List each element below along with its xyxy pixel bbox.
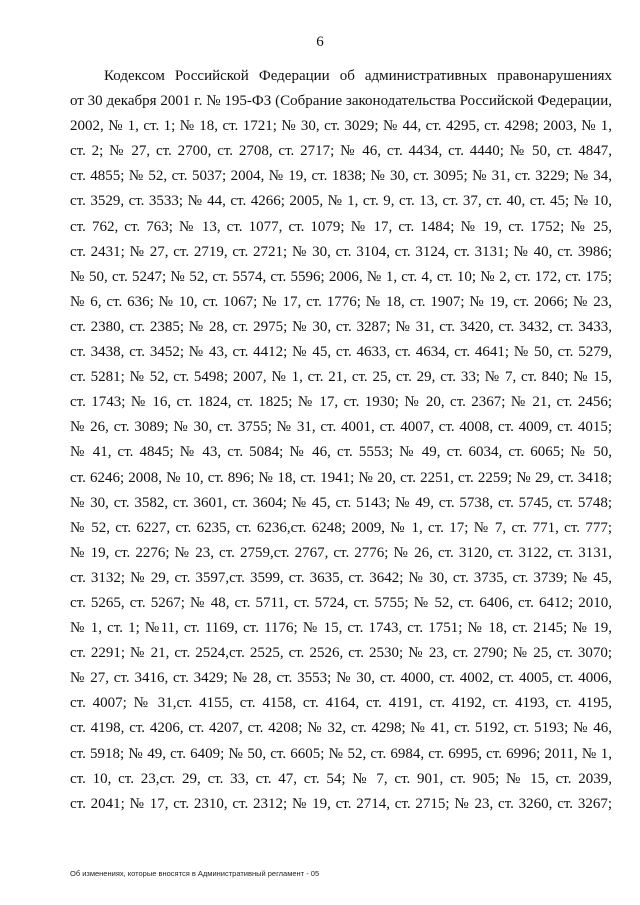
text-line: ст. 3529, ст. 3533; № 44, ст. 4266; 2005, № 1, ст. 9, ст. 13, ст. 37, ст. 40, ст. 45; № 10,	[70, 193, 612, 210]
page-footer: Об изменениях, которые вносятся в Административный регламент - 05	[70, 869, 320, 878]
text-line: № 41, ст. 4845; № 43, ст. 5084; № 46, ст. 5553; № 49, ст. 6034, ст. 6065; № 50,	[70, 444, 612, 461]
text-line: ст. 4198, ст. 4206, ст. 4207, ст. 4208; № 32, ст. 4298; № 41, ст. 5192, ст. 5193; № 46,	[70, 720, 612, 737]
text-line: ст. 4007; № 31,ст. 4155, ст. 4158, ст. 4164, ст. 4191, ст. 4192, ст. 4193, ст. 4195,	[70, 695, 612, 712]
text-line: ст. 2; № 27, ст. 2700, ст. 2708, ст. 2717; № 46, ст. 4434, ст. 4440; № 50, ст. 4847,	[70, 143, 612, 160]
text-line: ст. 2041; № 17, ст. 2310, ст. 2312; № 19, ст. 2714, ст. 2715; № 23, ст. 3260, ст. 3267;	[70, 795, 612, 812]
text-line: № 52, ст. 6227, ст. 6235, ст. 6236,ст. 6248; 2009, № 1, ст. 17; № 7, ст. 771, ст. 777;	[70, 519, 612, 536]
text-line: от 30 декабря 2001 г. № 195-ФЗ (Собрание законодательства Российской Федерации,	[70, 93, 612, 110]
text-line: ст. 1743; № 16, ст. 1824, ст. 1825; № 17, ст. 1930; № 20, ст. 2367; № 21, ст. 2456;	[70, 394, 612, 411]
text-line: ст. 2380, ст. 2385; № 28, ст. 2975; № 30, ст. 3287; № 31, ст. 3420, ст. 3432, ст. 3433,	[70, 318, 612, 335]
text-line: ст. 762, ст. 763; № 13, ст. 1077, ст. 1079; № 17, ст. 1484; № 19, ст. 1752; № 25,	[70, 218, 612, 235]
text-line: № 1, ст. 1; №11, ст. 1169, ст. 1176; № 15, ст. 1743, ст. 1751; № 18, ст. 2145; № 19,	[70, 620, 612, 637]
text-line: № 19, ст. 2276; № 23, ст. 2759,ст. 2767, ст. 2776; № 26, ст. 3120, ст. 3122, ст. 3131,	[70, 544, 612, 561]
text-line: № 30, ст. 3582, ст. 3601, ст. 3604; № 45, ст. 5143; № 49, ст. 5738, ст. 5745, ст. 5748;	[70, 494, 612, 511]
text-line: ст. 3438, ст. 3452; № 43, ст. 4412; № 45, ст. 4633, ст. 4634, ст. 4641; № 50, ст. 5279,	[70, 344, 612, 361]
text-line: ст. 4855; № 52, ст. 5037; 2004, № 19, ст. 1838; № 30, ст. 3095; № 31, ст. 3229; № 34,	[70, 168, 612, 185]
text-line: № 27, ст. 3416, ст. 3429; № 28, ст. 3553; № 30, ст. 4000, ст. 4002, ст. 4005, ст. 4006,	[70, 670, 612, 687]
text-line: № 50, ст. 5247; № 52, ст. 5574, ст. 5596; 2006, № 1, ст. 4, ст. 10; № 2, ст. 172, ст. 175;	[70, 268, 612, 285]
text-line: № 26, ст. 3089; № 30, ст. 3755; № 31, ст. 4001, ст. 4007, ст. 4008, ст. 4009, ст. 4015;	[70, 419, 612, 436]
text-line: Кодексом Российской Федерации об административных правонарушениях	[104, 68, 612, 84]
text-line: ст. 6246; 2008, № 10, ст. 896; № 18, ст. 1941; № 20, ст. 2251, ст. 2259; № 29, ст. 3418;	[70, 469, 612, 486]
text-line: ст. 5265, ст. 5267; № 48, ст. 5711, ст. 5724, ст. 5755; № 52, ст. 6406, ст. 6412; 2010,	[70, 594, 612, 611]
text-line: ст. 3132; № 29, ст. 3597,ст. 3599, ст. 3635, ст. 3642; № 30, ст. 3735, ст. 3739; № 45,	[70, 569, 612, 586]
text-line: ст. 5918; № 49, ст. 6409; № 50, ст. 6605; № 52, ст. 6984, ст. 6995, ст. 6996; 2011, № 1,	[70, 745, 612, 762]
text-line: 2002, № 1, ст. 1; № 18, ст. 1721; № 30, ст. 3029; № 44, ст. 4295, ст. 4298; 2003, № 1,	[70, 118, 612, 135]
text-line: ст. 5281; № 52, ст. 5498; 2007, № 1, ст. 21, ст. 25, ст. 29, ст. 33; № 7, ст. 840; № 15,	[70, 369, 612, 386]
text-line: № 6, ст. 636; № 10, ст. 1067; № 17, ст. 1776; № 18, ст. 1907; № 19, ст. 2066; № 23,	[70, 293, 612, 310]
page-number: 6	[316, 34, 324, 50]
body-text	[70, 64, 612, 817]
text-line: ст. 10, ст. 23,ст. 29, ст. 33, ст. 47, ст. 54; № 7, ст. 901, ст. 905; № 15, ст. 2039,	[70, 770, 612, 787]
text-line: ст. 2291; № 21, ст. 2524,ст. 2525, ст. 2526, ст. 2530; № 23, ст. 2790; № 25, ст. 3070;	[70, 645, 612, 662]
text-line: ст. 2431; № 27, ст. 2719, ст. 2721; № 30, ст. 3104, ст. 3124, ст. 3131; № 40, ст. 3986;	[70, 243, 612, 260]
